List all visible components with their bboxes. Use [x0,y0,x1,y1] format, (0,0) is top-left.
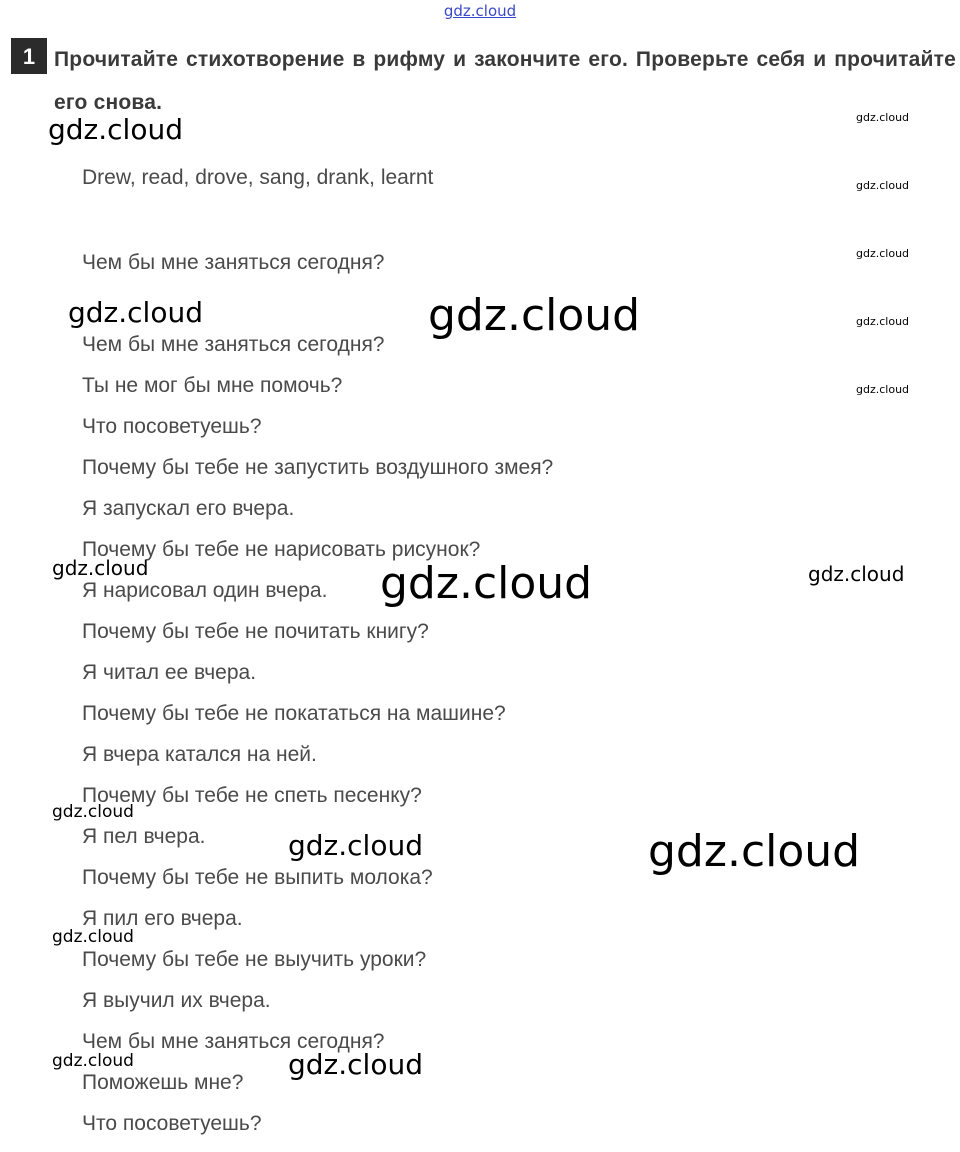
poem [82,248,553,1150]
watermark: gdz.cloud [52,556,149,580]
watermark: gdz.cloud [648,826,861,877]
watermark: gdz.cloud [288,1048,423,1081]
poem-line: Почему бы тебе не выпить молока? [82,866,433,889]
watermark: gdz.cloud [856,383,910,396]
poem-line: Почему бы тебе не спеть песенку? [82,784,422,807]
watermark: gdz.cloud [428,290,641,341]
poem-line: Чем бы мне заняться сегодня? [82,251,385,274]
poem-line: Поможешь мне? [82,1071,244,1094]
poem-line: Чем бы мне заняться сегодня? [82,333,385,356]
watermark: gdz.cloud [52,1051,134,1071]
watermark: gdz.cloud [52,927,134,947]
poem-line: Ты не мог бы мне помочь? [82,374,343,397]
poem-line: Почему бы тебе не почитать книгу? [82,620,429,643]
poem-line: Я пел вчера. [82,825,206,848]
poem-line: Почему бы тебе не запустить воздушного змея? [82,456,554,479]
watermark: gdz.cloud [48,113,183,146]
poem-line: Я запускал его вчера. [82,497,295,520]
watermark: gdz.cloud [68,296,203,329]
watermark: gdz.cloud [288,829,423,862]
poem-line: Чем бы мне заняться сегодня? [82,1030,385,1053]
word-list: Drew, read, drove, sang, drank, learnt [82,166,434,189]
poem-line: Почему бы тебе не нарисовать рисунок? [82,538,481,561]
poem-line: Что посоветуешь? [82,1112,262,1135]
poem-line: Почему бы тебе не покататься на машине? [82,702,506,725]
site-link[interactable]: gdz.cloud [443,2,517,20]
watermark: gdz.cloud [380,558,593,609]
poem-line: Я читал ее вчера. [82,661,257,684]
poem-line: Почему бы тебе не выучить уроки? [82,948,427,971]
poem-line: Я пил его вчера. [82,907,243,930]
poem-line: Я вчера катался на ней. [82,743,317,766]
watermark: gdz.cloud [52,802,134,822]
watermark: gdz.cloud [856,247,910,260]
watermark: gdz.cloud [856,315,910,328]
poem-line: Что посоветуешь? [82,415,262,438]
poem-line: Я нарисовал один вчера. [82,579,328,602]
watermark: gdz.cloud [856,179,910,192]
poem-line: Я выучил их вчера. [82,989,271,1012]
exercise-number-badge: 1 [11,38,47,74]
exercise-instruction: Прочитайте стихотворение в рифму и закончите его. Проверьте себя и прочитайте его снова. [54,48,956,114]
watermark: gdz.cloud [856,111,910,124]
watermark: gdz.cloud [808,562,905,586]
